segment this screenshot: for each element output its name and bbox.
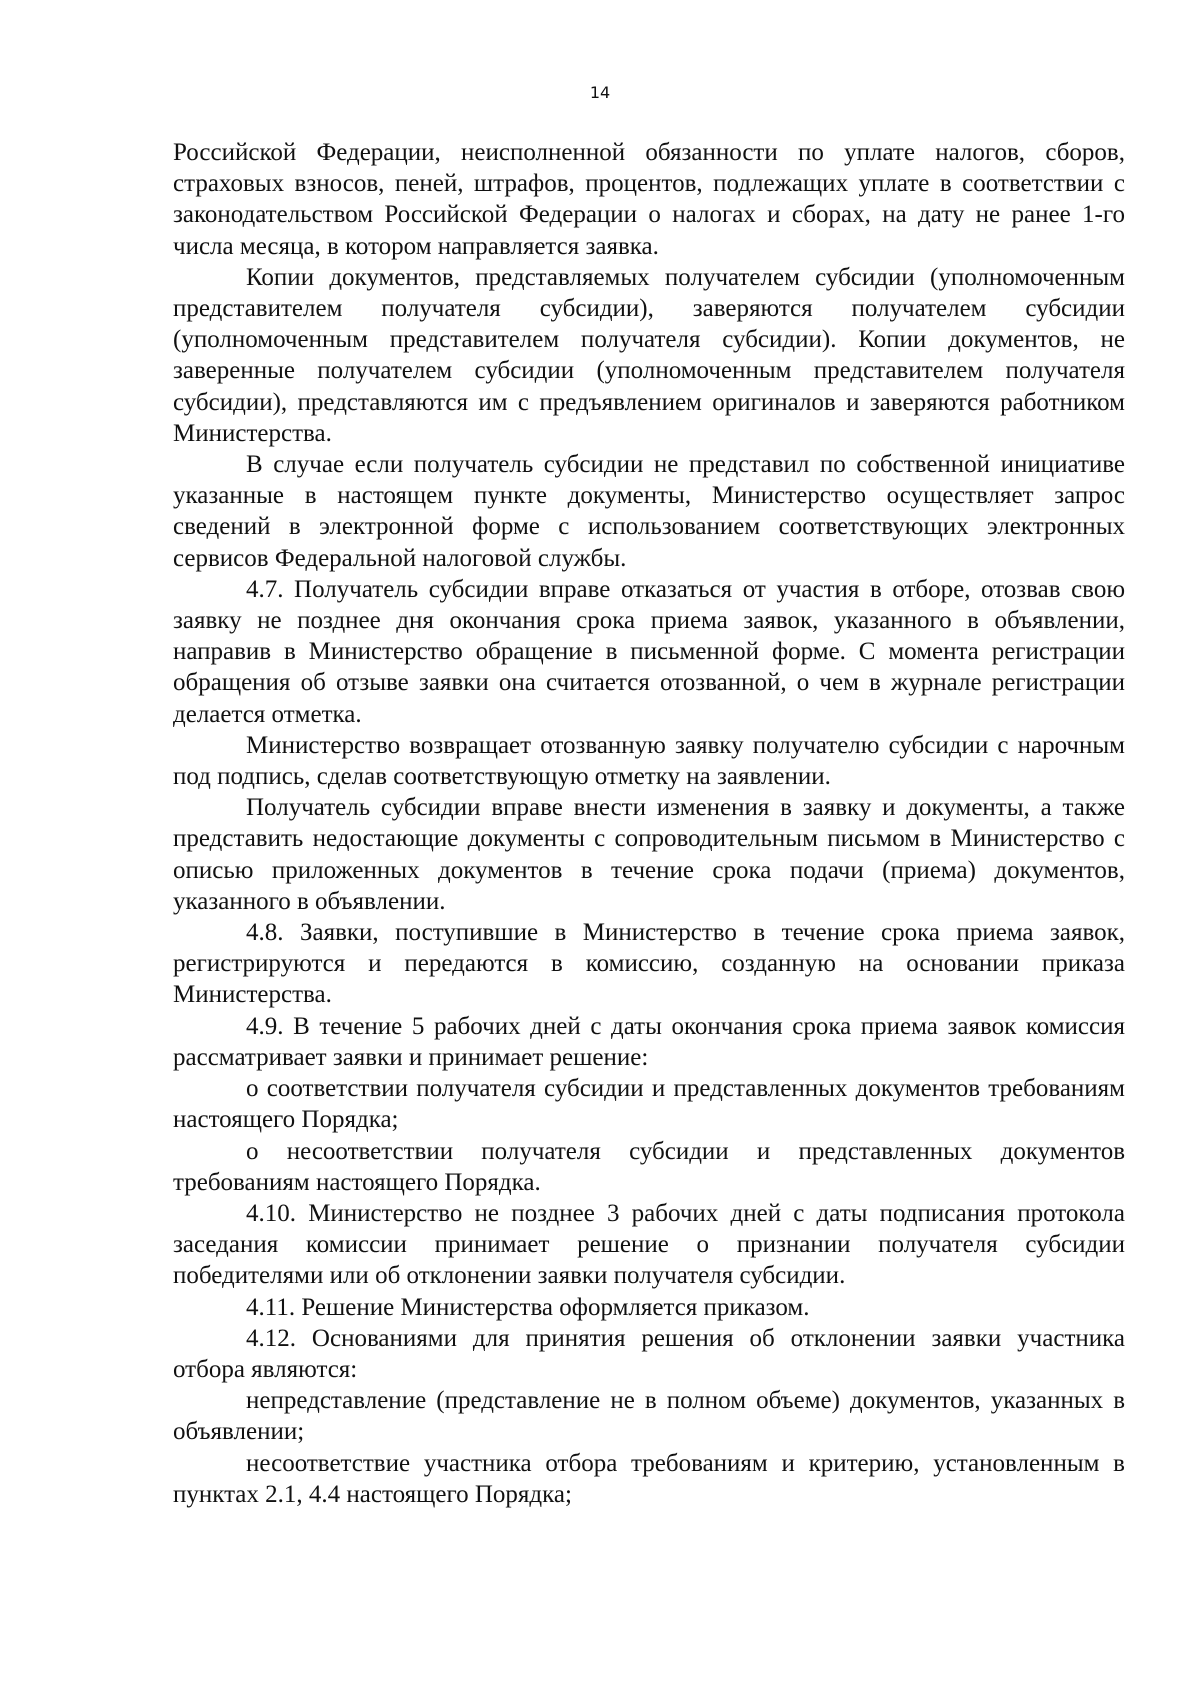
- paragraph-6: Получатель субсидии вправе внести изменения в заявку и документы, а также представить недостающие документы с сопроводительным письмом в Министерство с описью приложенных документов в течение срока подачи (приема) документов, указанного в объявлении.: [173, 794, 1125, 915]
- paragraph-2: Копии документов, представляемых получателем субсидии (уполномоченным представителем получателя субсидии), заверяются получателем субсидии (уполномоченным представителем получателя субсидии). Копии документов, не заверенные получателем субсидии (уполномоченным представителем получателя субсидии), представляются им с предъявлением оригиналов и заверяются работником Министерства.: [173, 263, 1125, 447]
- paragraph-13: 4.12. Основаниями для принятия решения об отклонении заявки участника отбора являются:: [173, 1324, 1125, 1383]
- page-number: 14: [589, 83, 611, 102]
- paragraph-8: 4.9. В течение 5 рабочих дней с даты окончания срока приема заявок комиссия рассматривает заявки и принимает решение:: [173, 1012, 1125, 1071]
- paragraph-12: 4.11. Решение Министерства оформляется приказом.: [246, 1293, 810, 1321]
- document-body: [173, 137, 1125, 1510]
- paragraph-11: 4.10. Министерство не позднее 3 рабочих дней с даты подписания протокола заседания комиссии принимает решение о признании получателя субсидии победителями или об отклонении заявки получателя субсидии.: [173, 1199, 1125, 1290]
- paragraph-4: 4.7. Получатель субсидии вправе отказаться от участия в отборе, отозвав свою заявку не позднее дня окончания срока приема заявок, указанного в объявлении, направив в Министерство обращение в письменной форме. С момента регистрации обращения об отзыве заявки она считается отозванной, о чем в журнале регистрации делается отметка.: [173, 575, 1125, 728]
- paragraph-10: о несоответствии получателя субсидии и представленных документов требованиям настоящего Порядка.: [173, 1137, 1125, 1196]
- paragraph-15: несоответствие участника отбора требованиям и критерию, установленным в пунктах 2.1, 4.4 настоящего Порядка;: [173, 1449, 1125, 1508]
- paragraph-7: 4.8. Заявки, поступившие в Министерство в течение срока приема заявок, регистрируются и передаются в комиссию, созданную на основании приказа Министерства.: [173, 919, 1125, 1009]
- paragraph-9: о соответствии получателя субсидии и представленных документов требованиям настоящего Порядка;: [173, 1075, 1125, 1134]
- paragraph-5: Министерство возвращает отозванную заявку получателю субсидии с нарочным под подпись, сделав соответствующую отметку на заявлении.: [173, 731, 1125, 791]
- paragraph-3: В случае если получатель субсидии не представил по собственной инициативе указанные в настоящем пункте документы, Министерство осуществляет запрос сведений в электронной форме с использованием соответствующих электронных сервисов Федеральной налоговой службы.: [173, 451, 1125, 572]
- paragraph-1: Российской Федерации, неисполненной обязанности по уплате налогов, сборов, страховых взносов, пеней, штрафов, процентов, подлежащих уплате в соответствии с законодательством Российской Федерации о налогах и сборах, на дату не ранее 1-го числа месяца, в котором направляется заявка.: [173, 139, 1125, 260]
- paragraph-14: непредставление (представление не в полном объеме) документов, указанных в объявлении;: [173, 1387, 1125, 1446]
